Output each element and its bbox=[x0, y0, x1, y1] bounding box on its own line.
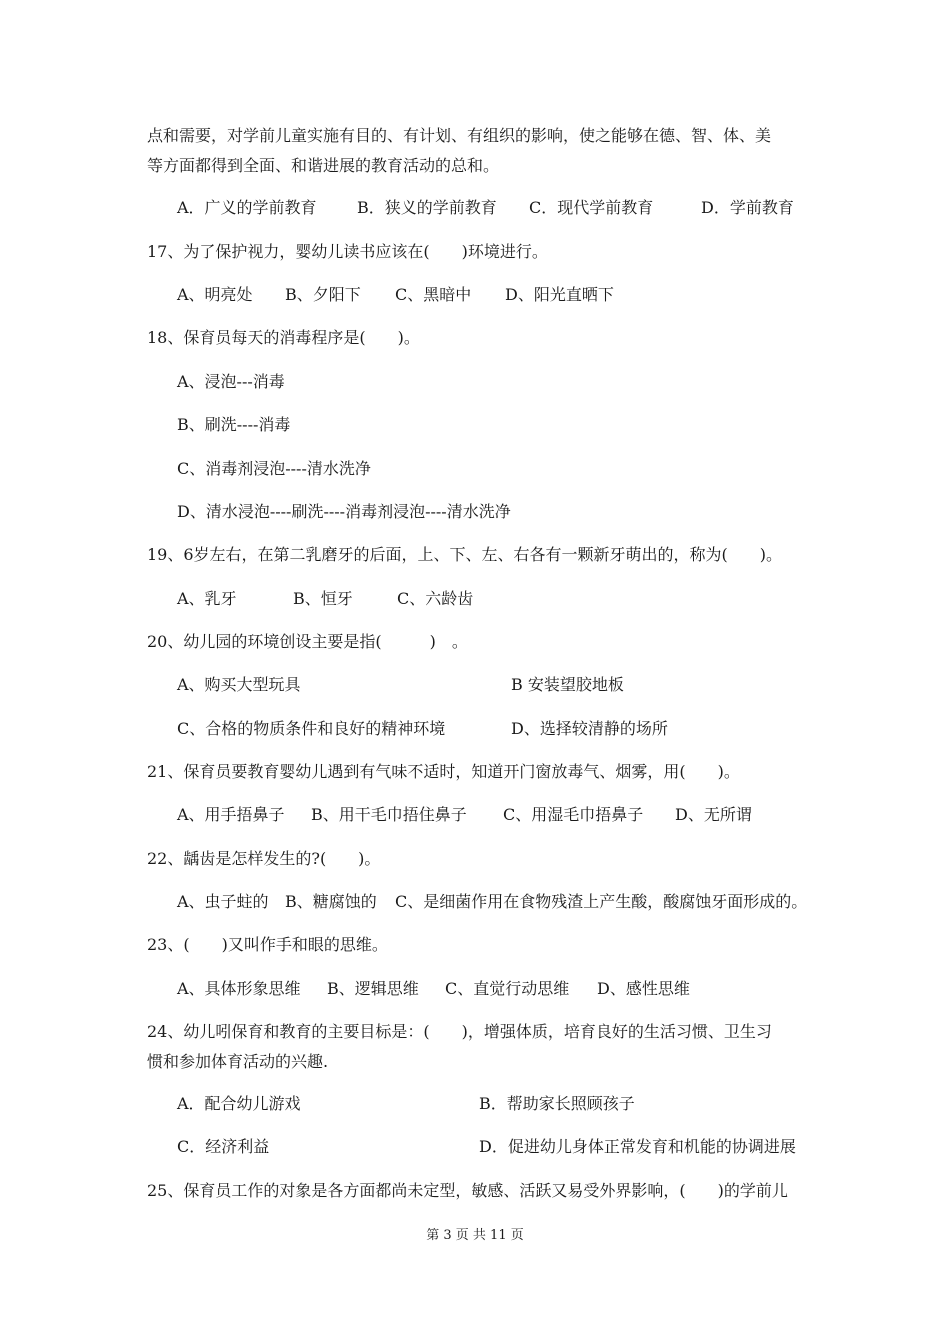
option-a: A、明亮处 bbox=[177, 285, 253, 304]
option-c: C．经济利益 bbox=[177, 1137, 270, 1156]
q24-options-row-2 bbox=[177, 1137, 796, 1157]
q19-options bbox=[177, 589, 473, 609]
option-b: B、糖腐蚀的 bbox=[285, 892, 377, 911]
q24-stem-line-1: 24、幼儿吲保育和教育的主要目标是：( )，增强体质，培育良好的生活习惯、卫生习 bbox=[147, 1022, 772, 1041]
q18-option-a: A、浸泡---消毒 bbox=[177, 372, 285, 391]
option-a: A、虫子蛀的 bbox=[177, 892, 269, 911]
page-footer: 第 3 页 共 11 页 bbox=[426, 1228, 524, 1243]
q25-stem: 25、保育员工作的对象是各方面都尚未定型，敏感、活跃又易受外界影响，( )的学前儿 bbox=[147, 1181, 788, 1200]
option-c: C、是细菌作用在食物残渣上产生酸，酸腐蚀牙面形成的。 bbox=[395, 892, 808, 911]
option-b: B、恒牙 bbox=[293, 589, 353, 608]
option-b: B．帮助家长照顾孩子 bbox=[479, 1094, 635, 1113]
option-c: C、黑暗中 bbox=[395, 285, 472, 304]
option-b: B、逻辑思维 bbox=[327, 979, 419, 998]
q18-stem: 18、保育员每天的消毒程序是( )。 bbox=[147, 328, 420, 347]
q23-options bbox=[177, 979, 690, 999]
q18-option-c: C、消毒剂浸泡----清水洗净 bbox=[177, 459, 371, 478]
option-c: C、直觉行动思维 bbox=[445, 979, 570, 998]
intro-line-2: 等方面都得到全面、和谐进展的教育活动的总和。 bbox=[147, 156, 500, 175]
option-a: A．广义的学前教育 bbox=[177, 198, 317, 217]
option-d: D、选择较清静的场所 bbox=[511, 719, 668, 738]
option-a: A、用手捂鼻子 bbox=[177, 805, 285, 824]
option-c: C、用湿毛巾捂鼻子 bbox=[503, 805, 644, 824]
option-a: A．配合幼儿游戏 bbox=[177, 1094, 301, 1113]
option-a: A、购买大型玩具 bbox=[177, 675, 301, 694]
q17-stem: 17、为了保护视力，婴幼儿读书应该在( )环境进行。 bbox=[147, 242, 548, 261]
option-d: D、无所谓 bbox=[675, 805, 752, 824]
q18-option-b: B、刷洗----消毒 bbox=[177, 415, 291, 434]
option-d: D．促进幼儿身体正常发育和机能的协调进展 bbox=[479, 1137, 796, 1156]
option-c: C、合格的物质条件和良好的精神环境 bbox=[177, 719, 446, 738]
q21-options bbox=[177, 805, 752, 825]
option-d: D、感性思维 bbox=[597, 979, 690, 998]
option-b: B 安装望胶地板 bbox=[511, 675, 624, 694]
q20-options-row-2 bbox=[177, 719, 668, 739]
q23-stem: 23、( )又叫作手和眼的思维。 bbox=[147, 935, 388, 954]
option-d: D、阳光直晒下 bbox=[505, 285, 614, 304]
q21-stem: 21、保育员要教育婴幼儿遇到有气味不适时，知道开门窗放毒气、烟雾，用( )。 bbox=[147, 762, 740, 781]
option-d: D．学前教育 bbox=[701, 198, 794, 217]
q20-options-row-1 bbox=[177, 675, 624, 695]
intro-line-1: 点和需要，对学前儿童实施有目的、有计划、有组织的影响，使之能够在德、智、体、美 bbox=[147, 126, 772, 145]
intro-options bbox=[177, 198, 794, 218]
q24-options-row-1 bbox=[177, 1094, 635, 1114]
option-c: C、六龄齿 bbox=[397, 589, 474, 608]
option-c: C．现代学前教育 bbox=[529, 198, 654, 217]
option-b: B、用干毛巾捂住鼻子 bbox=[311, 805, 467, 824]
q24-stem-line-2: 惯和参加体育活动的兴趣. bbox=[147, 1052, 329, 1071]
option-a: A、具体形象思维 bbox=[177, 979, 301, 998]
q20-stem: 20、幼儿园的环境创设主要是指( ) 。 bbox=[147, 632, 468, 651]
q17-options bbox=[177, 285, 614, 305]
q22-stem: 22、龋齿是怎样发生的?( )。 bbox=[147, 849, 381, 868]
option-b: B、夕阳下 bbox=[285, 285, 361, 304]
q18-option-d: D、清水浸泡----刷洗----消毒剂浸泡----清水洗净 bbox=[177, 502, 511, 521]
q22-options bbox=[177, 892, 807, 912]
option-a: A、乳牙 bbox=[177, 589, 237, 608]
q19-stem: 19、6岁左右，在第二乳磨牙的后面，上、下、左、右各有一颗新牙萌出的，称为( )。 bbox=[147, 545, 783, 564]
option-b: B．狭义的学前教育 bbox=[357, 198, 497, 217]
